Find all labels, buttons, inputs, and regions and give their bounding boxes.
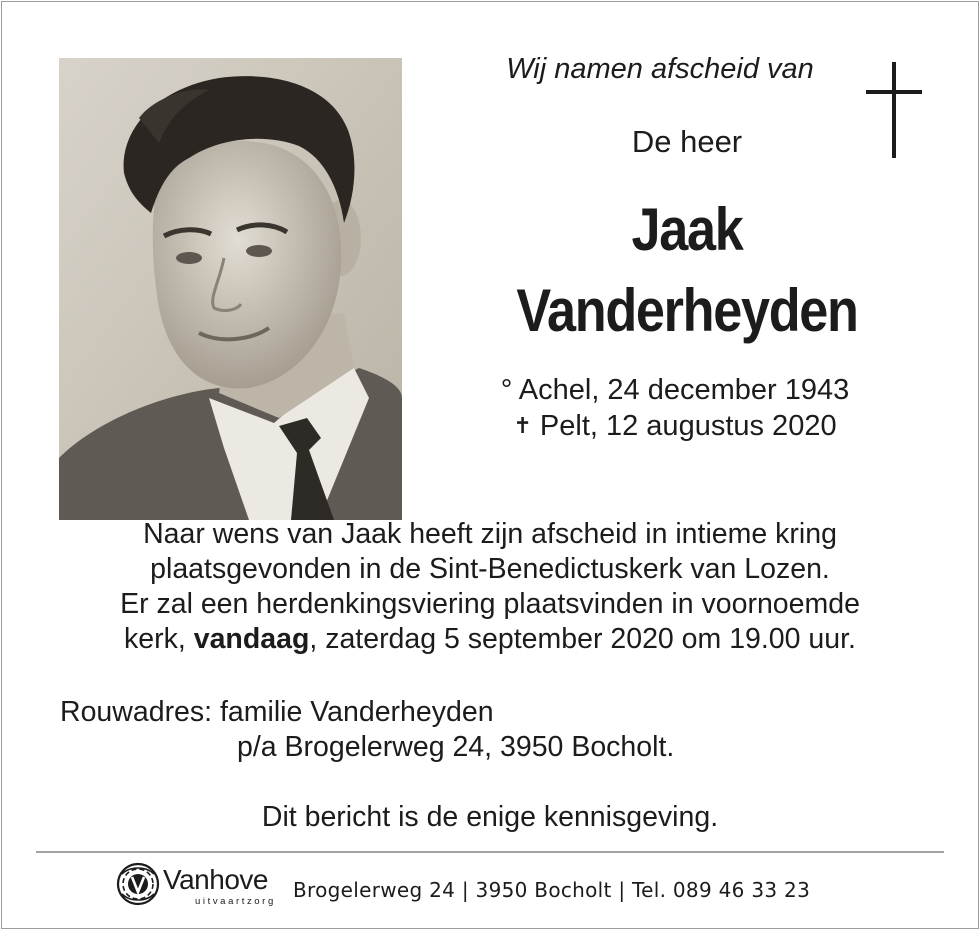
emphasis-text: vandaag bbox=[193, 623, 310, 655]
cross-icon bbox=[866, 62, 922, 158]
message-line bbox=[40, 622, 940, 657]
birth-line: ° Achel, 24 december 1943 bbox=[500, 374, 850, 406]
notice-text: Dit bericht is de enige kennisgeving. bbox=[261, 801, 719, 833]
message-text: kerk, bbox=[124, 623, 194, 655]
message-paragraph bbox=[40, 517, 940, 657]
logo-brand: Vanhove bbox=[163, 864, 268, 895]
footer-contact: Brogelerweg 24 | 3950 Bocholt | Tel. 089 46 33 23 bbox=[293, 878, 811, 902]
intro-text: Wij namen afscheid van bbox=[506, 53, 814, 85]
message-line: Naar wens van Jaak heeft zijn afscheid in intieme kring bbox=[143, 518, 837, 550]
death-text: Pelt, 12 augustus 2020 bbox=[539, 410, 837, 442]
message-line: Er zal een herdenkingsviering plaatsvinden in voornoemde bbox=[120, 588, 860, 620]
vanhove-logo-icon bbox=[116, 862, 160, 906]
divider bbox=[36, 851, 944, 853]
message-text: , zaterdag 5 september 2020 om 19.00 uur. bbox=[309, 623, 856, 655]
logo-subtitle: uitvaartzorg bbox=[195, 896, 276, 907]
mourning-address-street: p/a Brogelerweg 24, 3950 Bocholt. bbox=[237, 731, 675, 763]
first-name: Jaak bbox=[631, 196, 743, 263]
message-line: plaatsgevonden in de Sint-Benedictuskerk van Lozen. bbox=[150, 553, 830, 585]
death-line bbox=[475, 410, 875, 443]
last-name: Vanderheyden bbox=[516, 277, 858, 344]
dagger-icon: ✝ bbox=[513, 413, 532, 438]
salutation: De heer bbox=[631, 124, 743, 159]
mourning-address-label: Rouwadres: familie Vanderheyden bbox=[60, 696, 494, 728]
portrait-photo bbox=[59, 58, 402, 520]
